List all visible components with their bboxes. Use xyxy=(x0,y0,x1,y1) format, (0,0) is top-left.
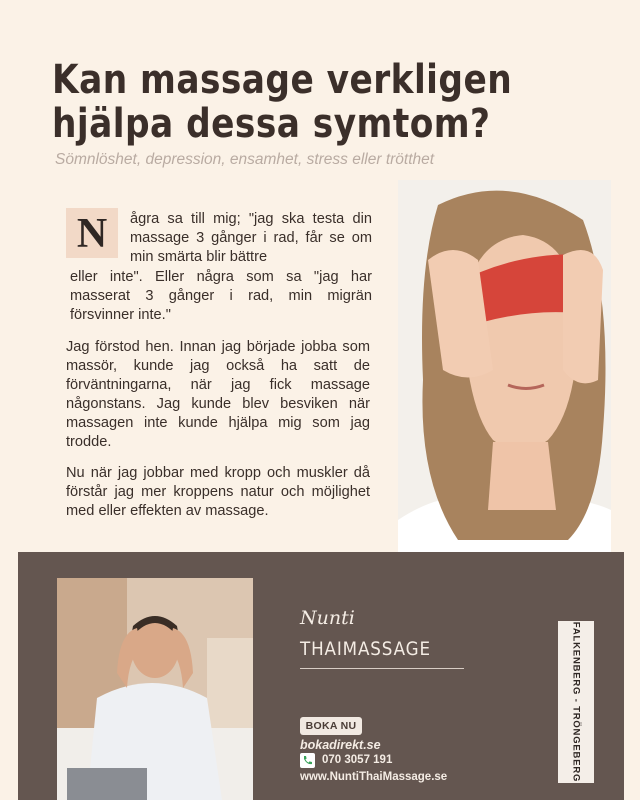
dropcap: N xyxy=(66,208,118,258)
website-link[interactable]: www.NuntiThaiMassage.se xyxy=(300,771,448,783)
man-holding-head-photo xyxy=(57,578,253,800)
brand-divider xyxy=(300,668,464,669)
brand-name: THAIMASSAGE xyxy=(300,638,431,660)
phone-icon xyxy=(300,753,315,768)
headline-line-2: hjälpa dessa symtom? xyxy=(52,101,491,147)
headline-line-1: Kan massage verkligen xyxy=(52,57,513,103)
paragraph-3: Nu när jag jobbar med kropp och muskler då förstår jag mer kroppens natur och möjlighet med eller effekten av massage. xyxy=(66,465,370,519)
paragraph-2: Jag förstod hen. Innan jag började jobba som massör, kunde jag också ha satt de förväntningarna, när jag fick massage någonstans. Jag kunde blev besviken när massagen inte kunde hjälpa mig som jag trodde. xyxy=(66,339,370,450)
subtitle: Sömnlöshet, depression, ensamhet, stress eller trötthet xyxy=(55,151,435,168)
phone-number[interactable]: 070 3057 191 xyxy=(322,754,393,766)
locations-panel xyxy=(558,621,594,783)
booking-site-link[interactable]: bokadirekt.se xyxy=(300,738,381,752)
woman-with-eye-mask-photo xyxy=(398,180,611,604)
paragraph-1-top: ågra sa till mig; "jag ska testa din massage 3 gånger i rad, får se om min smärta blir bättre xyxy=(130,211,372,265)
brand-script-logo: Nunti xyxy=(300,607,355,629)
headline xyxy=(52,58,534,146)
locations-text: FALKENBERG - TRÖNGEBERG xyxy=(570,621,582,783)
book-now-button[interactable]: BOKA NU xyxy=(300,717,362,735)
paragraph-1-bottom: eller inte". Eller några som sa "jag har masserat 3 gånger i rad, min migrän försvinner inte." xyxy=(70,269,372,323)
